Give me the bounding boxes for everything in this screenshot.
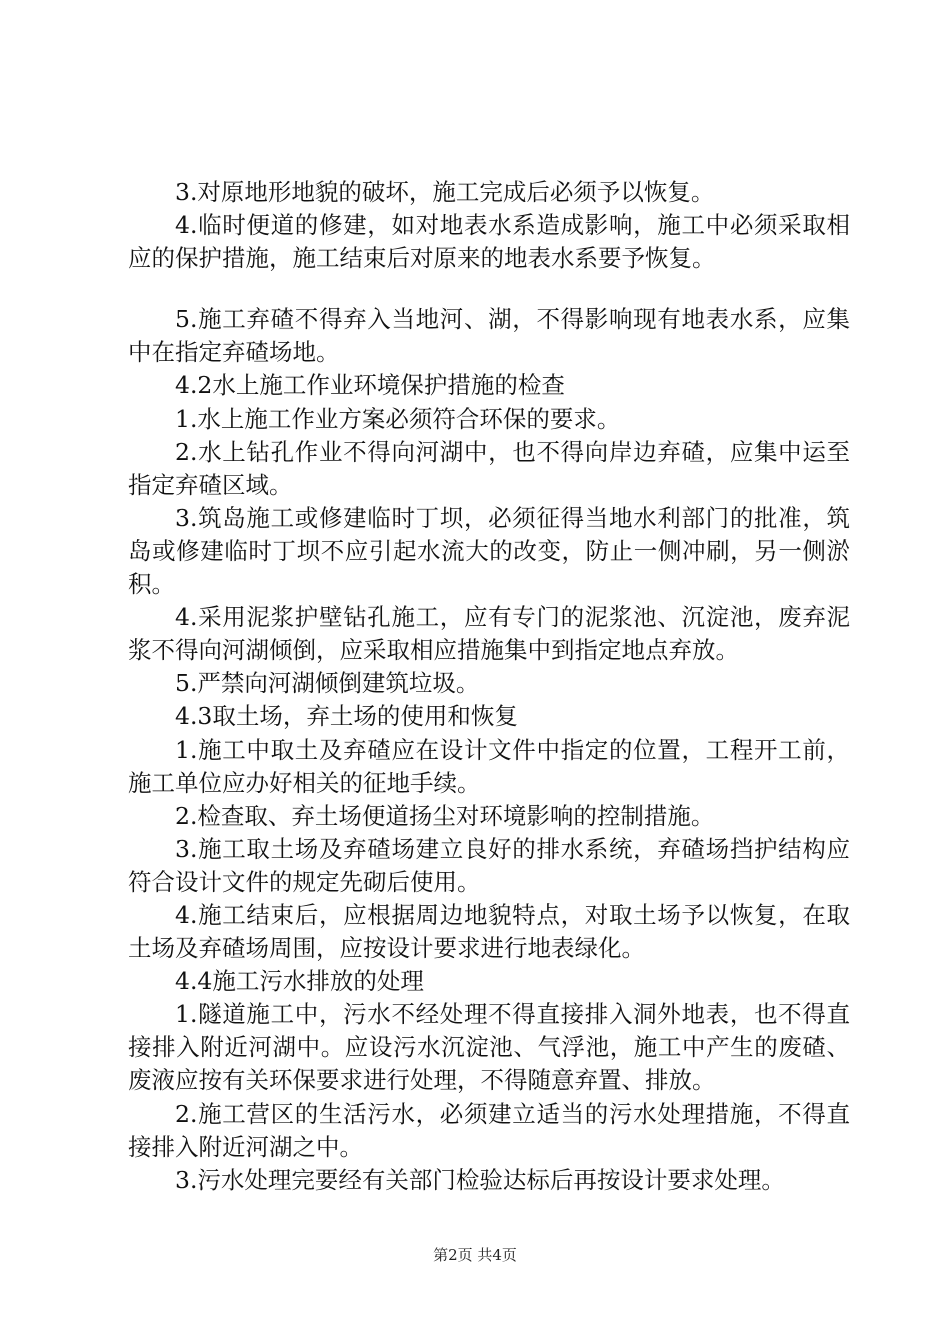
paragraph: 3.筑岛施工或修建临时丁坝，必须征得当地水利部门的批准，筑岛或修建临时丁坝不应引起水流大的改变，防止一侧冲刷，另一侧淤积。: [128, 503, 850, 599]
document-body: [128, 176, 850, 1197]
paragraph: 4.施工结束后，应根据周边地貌特点，对取土场予以恢复，在取土场及弃碴场周围，应按设计要求进行地表绿化。: [128, 900, 850, 963]
paragraph: 5.严禁向河湖倾倒建筑垃圾。: [175, 669, 480, 698]
paragraph: 1.隧道施工中，污水不经处理不得直接排入洞外地表，也不得直接排入附近河湖中。应设污水沉淀池、气浮池，施工中产生的废碴、废液应按有关环保要求进行处理，不得随意弃置、排放。: [128, 1000, 850, 1095]
paragraph: 2.检查取、弃土场便道扬尘对环境影响的控制措施。: [175, 801, 715, 830]
section-heading: 4.2水上施工作业环境保护措施的检查: [175, 371, 565, 400]
paragraph: 1.施工中取土及弃碴应在设计文件中指定的位置，工程开工前，施工单位应办好相关的征地手续。: [128, 735, 850, 797]
paragraph-gap: [128, 275, 850, 303]
paragraph: 3.施工取土场及弃碴场建立良好的排水系统，弃碴场挡护结构应符合设计文件的规定先砌后使用。: [128, 834, 850, 896]
section-heading: 4.3取土场，弃土场的使用和恢复: [175, 702, 518, 731]
paragraph: 5.施工弃碴不得弃入当地河、湖，不得影响现有地表水系，应集中在指定弃碴场地。: [128, 305, 850, 367]
page-number-footer: 第2页 共4页: [433, 1246, 517, 1264]
section-heading: 4.4施工污水排放的处理: [175, 967, 424, 996]
paragraph: 4.临时便道的修建，如对地表水系造成影响，施工中必须采取相应的保护措施，施工结束后对原来的地表水系要予恢复。: [128, 211, 850, 273]
paragraph: 1.水上施工作业方案必须符合环保的要求。: [175, 404, 621, 433]
paragraph: 3.污水处理完要经有关部门检验达标后再按设计要求处理。: [175, 1165, 785, 1194]
paragraph: 4.采用泥浆护壁钻孔施工，应有专门的泥浆池、沉淀池，废弃泥浆不得向河湖倾倒，应采取相应措施集中到指定地点弃放。: [128, 603, 850, 665]
paragraph: 2.施工营区的生活污水，必须建立适当的污水处理措施，不得直接排入附近河湖之中。: [128, 1099, 850, 1161]
paragraph: 3.对原地形地貌的破坏，施工完成后必须予以恢复。: [175, 178, 715, 206]
paragraph: 2.水上钻孔作业不得向河湖中，也不得向岸边弃碴，应集中运至指定弃碴区域。: [128, 437, 850, 499]
